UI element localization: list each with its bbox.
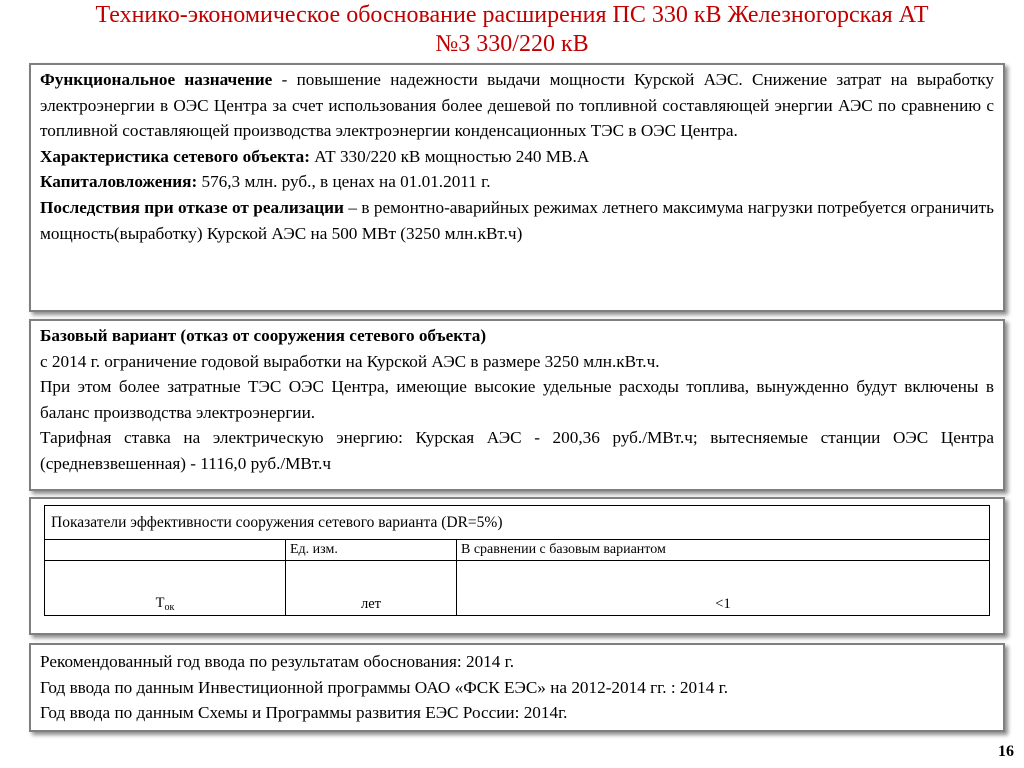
purpose-box [29, 63, 1005, 312]
capex-paragraph [40, 169, 994, 195]
payback-label: Т [155, 595, 165, 611]
table-header-empty [45, 540, 286, 561]
base-variant-box [29, 319, 1005, 491]
table-header-compare: В сравнении с базовым вариантом [457, 540, 990, 561]
payback-unit: лет [286, 561, 457, 616]
recommended-year: Рекомендованный год ввода по результатам обоснования: 2014 г. [40, 652, 515, 671]
capex-text: 576,3 млн. руб., в ценах на 01.01.2011 г. [197, 172, 491, 192]
characteristic-text: АТ 330/220 кВ мощностью 240 МВ.А [309, 146, 590, 166]
function-paragraph [40, 67, 994, 144]
table-header-unit: Ед. изм. [286, 540, 457, 561]
table-row [45, 561, 990, 616]
function-text: - повышение надежности выдачи мощности Курской АЭС. Снижение затрат на выработку электроэнергии в ОЭС Центра за счет использования более дешевой по топливной составляющей энергии АЭС по сравнению с топливной составляющей производства электроэнергии конденсационных ТЭС в ОЭС Центра. [40, 70, 994, 141]
base-variant-heading [40, 323, 994, 349]
consequences-text: – в ремонтно-аварийных режимах летнего максимума нагрузки потребуется ограничить мощность(выработку) Курской АЭС на 500 МВт (3250 млн.кВт.ч) [40, 197, 994, 243]
consequences-paragraph [40, 195, 994, 246]
efficiency-table [44, 505, 990, 616]
base-variant-p3: Тарифная ставка на электрическую энергию: Курская АЭС - 200,36 руб./МВт.ч; вытесняемые станции ОЭС Центра (средневзвешенная) - 1116,0 руб./МВт.ч [40, 428, 994, 473]
base-variant-heading-text: Базовый вариант (отказ от сооружения сетевого объекта) [40, 326, 487, 345]
base-variant-p1: с 2014 г. ограничение годовой выработки на Курской АЭС в размере 3250 млн.кВт.ч. [40, 351, 660, 371]
base-variant-p2: При этом более затратные ТЭС ОЭС Центра, имеющие высокие удельные расходы топлива, вынужденно будут включены в баланс производства электроэнергии. [40, 377, 994, 422]
characteristic-paragraph [40, 144, 994, 170]
table-caption: Показатели эффективности сооружения сетевого варианта (DR=5%) [45, 506, 990, 540]
commissioning-box [29, 643, 1005, 732]
consequences-label: Последствия при отказе от реализации [40, 197, 344, 217]
efficiency-box [29, 497, 1005, 635]
capex-label: Капиталовложения: [40, 172, 198, 192]
payback-value: <1 [457, 561, 990, 616]
slide-title-line2: №3 330/220 кВ [435, 31, 589, 57]
slide-title [0, 1, 1024, 59]
payback-label-sub: ок [164, 602, 175, 613]
slide-title-line1: Технико-экономическое обоснование расширения ПС 330 кВ Железногорская АТ [95, 2, 929, 28]
function-label: Функциональное назначение [40, 70, 273, 89]
page-number: 16 [998, 743, 1014, 760]
characteristic-label: Характеристика сетевого объекта: [40, 146, 310, 166]
investment-program-year: Год ввода по данным Инвестиционной программы ОАО «ФСК ЕЭС» на 2012-2014 гг. : 2014 г. [40, 677, 728, 697]
payback-label-cell [45, 561, 286, 616]
development-scheme-year: Год ввода по данным Схемы и Программы развития ЕЭС России: 2014г. [40, 703, 568, 723]
